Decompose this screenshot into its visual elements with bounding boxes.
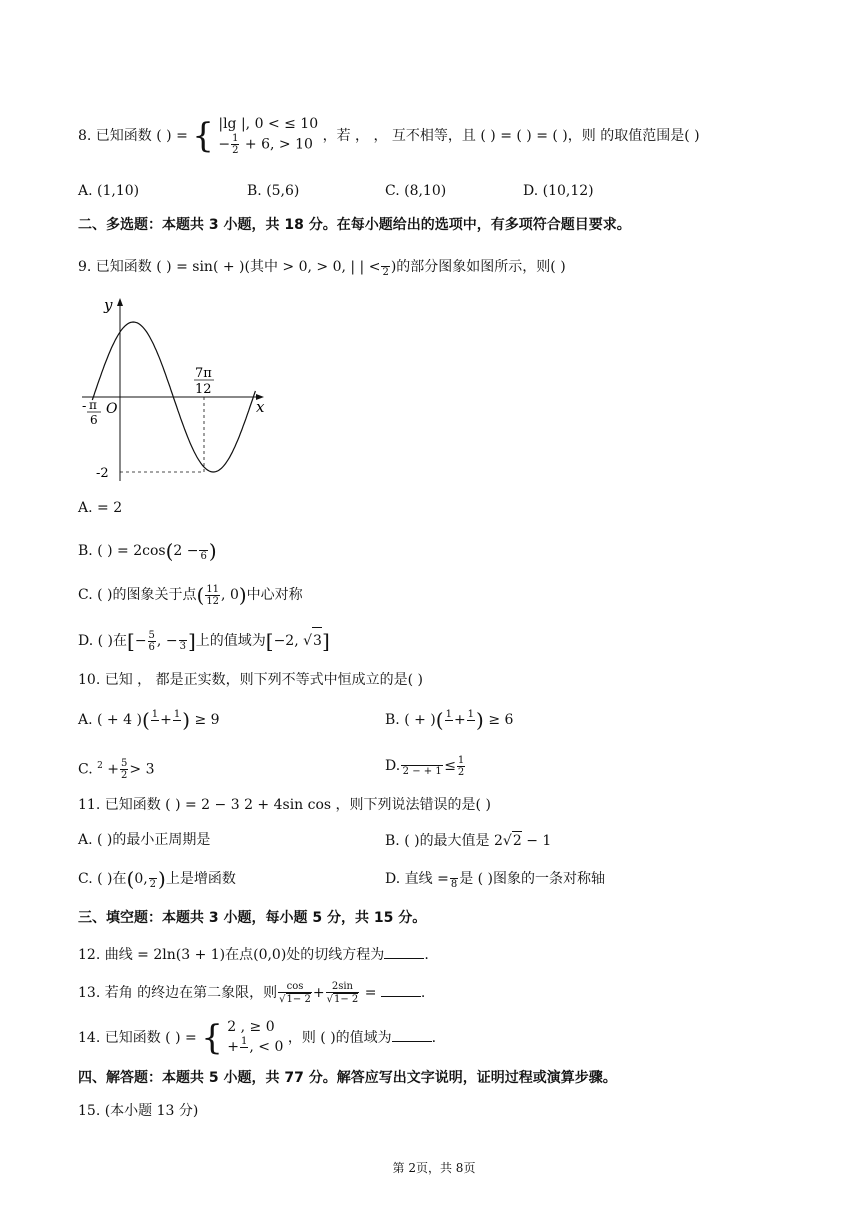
q8-stem [78, 114, 700, 158]
q11-option-c-rparen: ) [158, 867, 166, 891]
q13: 13. 若角 的终边在第二象限，则 $\frac{\cos}{√1- 2}$ + $\frac{2\sin}{√1- 2}$ = . [78, 981, 426, 1005]
section-answer: 四、解答题：本题共 5 小题，共 77 分。解答应写出文字说明，证明过程或演算步骤。 [78, 1070, 617, 1086]
q9-option-d-frac [148, 630, 156, 653]
q9-option-b [78, 538, 217, 564]
q11-option-d-frac-n [450, 868, 458, 879]
q9-option-c-frac-n: 11 [206, 583, 220, 595]
q10-option-b-frac2-n: 1 [467, 709, 475, 720]
q9-option-c-frac [205, 584, 220, 607]
q10-option-b-rhs: ≥ 6 [488, 712, 514, 728]
q8-case2-rest: + 6, > 10 [240, 136, 313, 153]
q9-text-a: 9. 已知函数 ( ) = sin( + )(其中 > 0, > 0, | | < [78, 259, 381, 275]
q13-frac2-sqrt: 1− 2 [333, 994, 359, 1005]
q9-option-c-point: , 0 [221, 587, 239, 603]
q11-option-b-text: B. ( )的最大值是 2 [385, 833, 503, 849]
q10-option-d-frac [401, 755, 443, 777]
left-num: π [89, 398, 97, 412]
q9-option-b-text: B. ( ) = 2cos [78, 543, 166, 559]
q10-option-a-lparen: ( [141, 708, 150, 732]
q10-option-c [78, 753, 155, 782]
sine-graph [78, 296, 278, 486]
q9-option-d-range-lower: −2, [273, 633, 304, 649]
q13-frac1 [278, 981, 312, 1005]
q8-suffix: ，若 ， ， 互不相等，且 ( ) = ( ) = ( )，则 的取值范围是( ) [322, 128, 700, 144]
q14-case2-frac-n: 1 [241, 1035, 248, 1047]
q14-text: 14. 已知函数 ( ) = [78, 1030, 197, 1046]
q10-option-a-frac2 [173, 709, 181, 731]
q8-prefix: 8. 已知函数 ( ) = [78, 128, 188, 144]
q10-option-c-text: C. [78, 761, 98, 778]
q8-option-d: D. (10,12) [523, 183, 594, 199]
q14-case2-frac-d [240, 1048, 248, 1058]
q13-text: 13. 若角 的终边在第二象限，则 [78, 985, 278, 1001]
q13-eq: = [364, 985, 377, 1001]
q10-option-c-plus: + [102, 761, 120, 778]
q11-option-d-text: D. 直线 = [385, 871, 449, 887]
q9-frac-n [381, 256, 389, 267]
q10-option-b-text: B. ( + ) [385, 712, 436, 728]
q10-option-a-rhs: ≥ 9 [194, 712, 220, 728]
q11-option-c-text: C. ( )在 [78, 871, 127, 887]
q10-option-d-frac-d: 2 − + 1 [402, 766, 442, 777]
q10-option-b: B. ( + )( 1 + 1 ) ≥ 6 [385, 708, 514, 732]
q11-option-d [385, 866, 605, 892]
q10-option-d-frac2 [457, 755, 465, 778]
q10-stem: 10. 已知 ， 都是正实数，则下列不等式中恒成立的是( ) [78, 672, 423, 688]
q8-option-b: B. (5,6) [247, 183, 300, 199]
q9-option-d-frac-d: 6 [148, 641, 155, 653]
q10-option-d-frac2-n: 1 [457, 754, 465, 766]
q10-option-a-frac2-d [173, 721, 181, 731]
q15: 15. (本小题 13 分) [78, 1103, 199, 1119]
q13-plus: + [312, 985, 325, 1001]
q9-option-a: A. = 2 [78, 500, 123, 516]
q8-option-c: C. (8,10) [385, 183, 447, 199]
q13-frac2 [326, 981, 360, 1005]
q14-tail: ，则 ( )的值域为 [287, 1030, 392, 1046]
q9-option-b-rparen: ) [208, 539, 217, 563]
q8-case2 [218, 133, 318, 156]
q9-option-d-frac2-d: 3 [179, 641, 186, 652]
q14-case2-b: , < 0 [249, 1038, 284, 1055]
q10-option-a: A. ( + 4 )( 1 + 1 ) ≥ 9 [78, 708, 220, 732]
q9-option-d-frac2-n [179, 630, 187, 641]
q10-option-d-frac-n [401, 755, 443, 766]
q11-option-c-frac-d: 2 [149, 879, 157, 890]
q10-option-c-rhs: > 3 [129, 761, 155, 778]
q11-option-b: B. ( )的最大值是 2√2 − 1 [385, 833, 552, 849]
q9-option-d-range-rbracket: ] [321, 629, 330, 653]
q10-option-c-sup: 2 [97, 761, 103, 771]
q9-option-c-rparen: ) [238, 583, 247, 607]
q9-option-b-frac-d: 6 [200, 551, 207, 562]
q8-case2-frac-n: 1 [232, 133, 239, 144]
q11-option-c-frac-n [149, 868, 157, 879]
q9-option-d-frac-n: 5 [148, 629, 155, 641]
q9-stem [78, 254, 566, 280]
q11-option-c-frac [149, 868, 157, 890]
q9-option-d-text: D. ( )在 [78, 633, 127, 649]
q10-option-c-frac-n: 5 [121, 758, 128, 770]
q10-option-a-frac1 [151, 709, 159, 731]
q8-case2-frac [231, 133, 239, 156]
section-fill-in: 三、填空题：本题共 3 小题，每小题 5 分，共 15 分。 [78, 910, 427, 926]
q9-frac [381, 256, 389, 278]
q10-option-d [385, 753, 466, 779]
q10-option-c-frac [120, 758, 128, 781]
left-den: 6 [90, 413, 98, 427]
q10-option-c-frac-d: 2 [121, 770, 128, 782]
q9-option-c-tail: 中心对称 [246, 587, 303, 603]
q10-option-b-rparen: ) [476, 708, 484, 732]
q9-option-d-rbracket: ] [187, 629, 196, 653]
q10-option-a-rparen: ) [182, 708, 191, 732]
q9-option-c [78, 582, 303, 608]
q14-brace: { [201, 1018, 223, 1058]
q10-option-d-text: D. [385, 758, 401, 774]
q10-option-b-lparen: ( [435, 708, 444, 732]
q9-option-d-range-text: 上的值域为 [195, 633, 266, 649]
q9-option-c-lparen: ( [196, 583, 205, 607]
q9-option-b-frac [199, 540, 207, 562]
q9-option-d-minus: − [134, 633, 147, 649]
q10-option-b-frac1-d [445, 721, 453, 731]
section-multiple-choice: 二、多选题：本题共 3 小题，共 18 分。在每小题给出的选项中，有多项符合题目要求。 [78, 217, 631, 233]
q11-option-a: A. ( )的最小正周期是 [78, 832, 211, 848]
q12: 12. 曲线 = 2ln(3 + 1)在点(0,0)处的切线方程为 . [78, 944, 429, 964]
q9-option-d: D. ( )在[− $\frac{5}{6}$ , − 3 ]上的值域为[−2, √3] [78, 629, 330, 653]
q9-frac-d: 2 [382, 267, 389, 278]
q8-case2-sign: − [218, 136, 231, 153]
left-sign: - [82, 399, 87, 414]
q9-option-b-lparen: ( [165, 539, 174, 563]
q11-option-b-tail: − 1 [521, 833, 552, 849]
q9-option-d-lbracket: [ [127, 629, 135, 653]
q14-cases [227, 1019, 283, 1058]
q10-option-b-frac1-n: 1 [445, 709, 452, 720]
q10-option-b-frac1 [445, 709, 453, 731]
q14-case2-a: + [227, 1038, 240, 1055]
q9-option-c-text: C. ( )的图象关于点 [78, 587, 197, 603]
y-label: y [104, 296, 113, 314]
q10-option-a-frac1-d [151, 721, 159, 731]
q10-option-d-frac2-d: 2 [457, 766, 465, 778]
q11-option-b-sqrt: 2 [512, 833, 522, 849]
q11-option-c [78, 866, 236, 892]
q14-case2-frac [240, 1036, 248, 1058]
q11-option-c-tail: 上是增函数 [165, 871, 236, 887]
q9-option-d-range-lbracket: [ [265, 629, 274, 653]
q14: 14. 已知函数 ( ) = { 2 , ≥ 0 + 1 , < 0 ，则 ( )的值域为 . [78, 1018, 437, 1058]
origin-label: O [106, 401, 118, 417]
q13-frac2-d: √1− 2 [326, 994, 359, 1005]
q9-option-d-frac2 [179, 630, 187, 652]
q9-option-d-sqrt: 3 [312, 627, 322, 654]
q9-option-b-frac-n [199, 540, 207, 551]
x-label: x [256, 398, 265, 416]
q10-option-b-frac2-d [467, 721, 475, 731]
q8-case2-frac-d: 2 [232, 145, 239, 156]
q11-option-d-frac-d: 8 [450, 879, 458, 890]
q11-option-c-lower: 0, [134, 871, 148, 887]
q13-frac1-n: cos [278, 981, 312, 993]
q8-case1: |lg |, 0 < ≤ 10 [218, 116, 319, 132]
q9-option-c-frac-d: 12 [206, 595, 220, 607]
q11-option-d-frac [450, 868, 458, 890]
y-axis-arrow [117, 298, 123, 306]
q14-blank[interactable] [392, 1027, 432, 1042]
q13-frac2-n: 2sin [326, 981, 360, 993]
q8-cases [218, 116, 318, 156]
min-label: -2 [96, 466, 109, 481]
q9-option-b-arg: 2 − [173, 543, 199, 559]
q10-option-a-frac2-n: 1 [173, 709, 181, 720]
q11-option-c-lparen: ( [126, 867, 135, 891]
q11-stem: 11. 已知函数 ( ) = 2 − 3 2 + 4sin cos ，则下列说法错误的是( ) [78, 797, 491, 813]
q12-blank[interactable] [384, 944, 424, 959]
q11-option-d-tail: 是 ( )图象的一条对称轴 [459, 871, 606, 887]
page-footer: 第 2页，共 8页 [392, 1161, 476, 1175]
q13-frac1-d: √1− 2 [279, 994, 311, 1005]
peak-num: 7π [195, 366, 212, 381]
q10-option-d-leq: ≤ [444, 758, 456, 774]
q9-text-b: )的部分图象如图所示，则( ) [390, 259, 566, 275]
q14-case2 [227, 1036, 283, 1058]
q12-text: 12. 曲线 = 2ln(3 + 1)在点(0,0)处的切线方程为 [78, 947, 385, 963]
q10-option-b-frac2 [467, 709, 475, 731]
peak-den: 12 [195, 382, 212, 397]
q8-brace: { [192, 116, 214, 156]
q10-option-a-text: A. ( + 4 ) [78, 712, 142, 728]
q13-blank[interactable] [381, 982, 421, 997]
q9-option-d-sep: , − [156, 633, 178, 649]
q10-option-a-frac1-n: 1 [151, 709, 159, 720]
q14-case1: 2 , ≥ 0 [227, 1018, 275, 1035]
q13-frac1-sqrt: 1− 2 [286, 994, 311, 1005]
q8-option-a: A. (1,10) [78, 183, 140, 199]
